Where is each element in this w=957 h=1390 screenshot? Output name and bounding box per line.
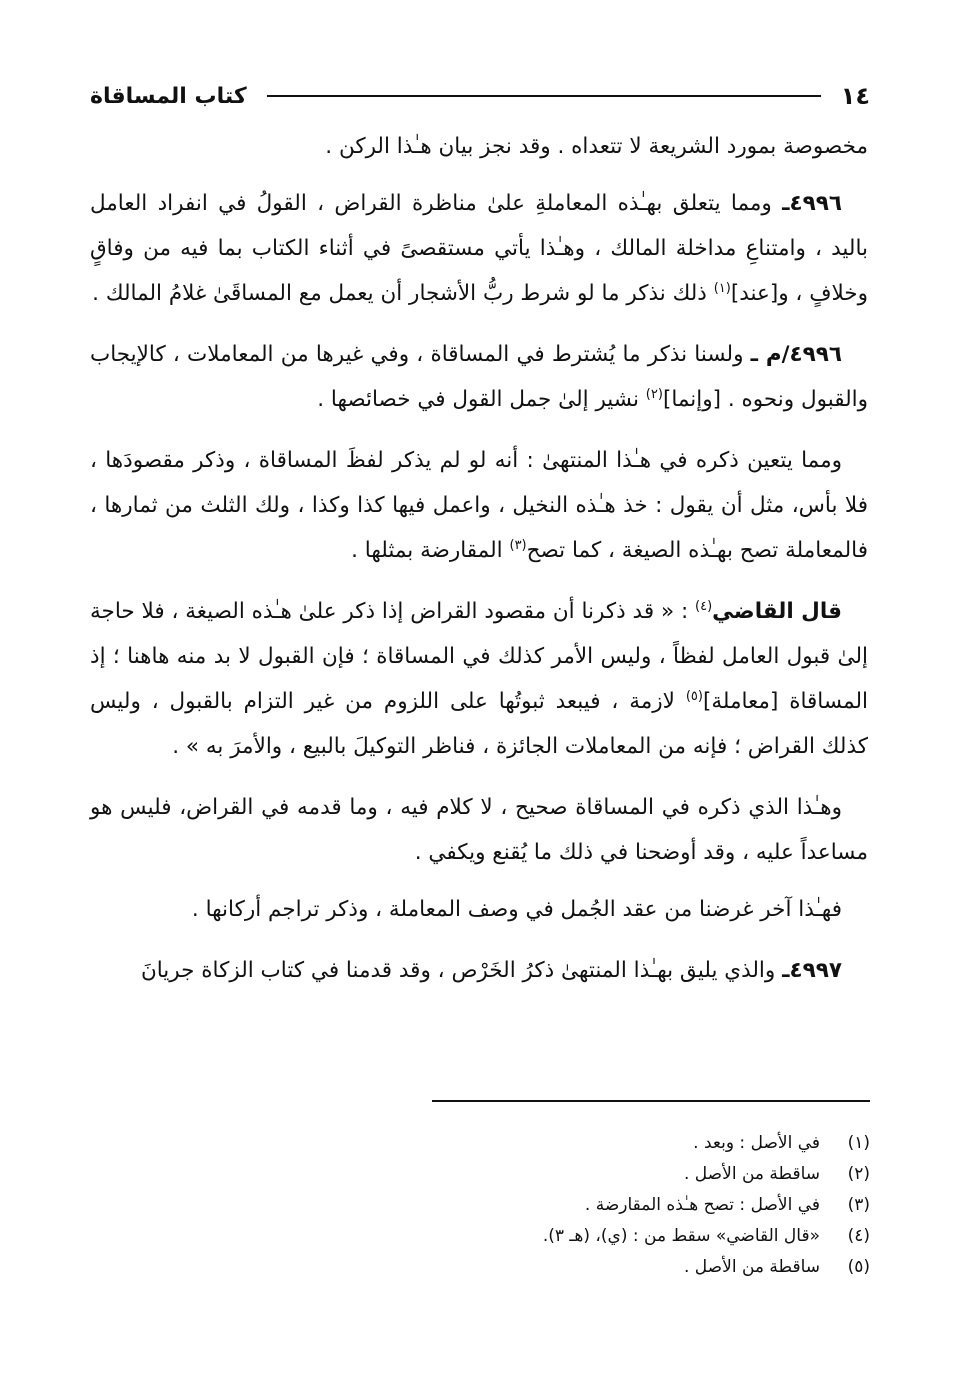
- paragraph-4996: ٤٩٩٦ـ ومما يتعلق بهـٰذه المعاملةِ علىٰ مناظرة القراض ، القولُ في انفراد العامل باليد ، وامتناعِ مداخلة المالك ، وهـٰذا يأتي مستقصىً في أثناء الكتاب بما فيه من وفاقٍ وخلافٍ ، و[عند]$^{(١)}$ ذلك نذكر ما لو شرط ربُّ الأشجار أن يعمل مع المساقَىٰ غلامُ المالك .: [90, 191, 868, 306]
- footnote-item: (٢) ساقطة من الأصل .: [684, 1164, 870, 1184]
- footnote-ref-1: (١): [713, 280, 731, 296]
- section-number: ٤٩٩٦ـ: [782, 191, 842, 216]
- footnotes: [90, 1128, 870, 1283]
- footnote-ref-4: (٤): [695, 598, 713, 614]
- paragraph-4996m: ٤٩٩٦/م ـ ولسنا نذكر ما يُشترط في المساقاة ، وفي غيرها من المعاملات ، كالإيجاب والقبول ونحوه . [وإنما]$^{(٢)}$ نشير إلىٰ جمل القول في خصائصها .: [90, 342, 868, 412]
- section-number: ٤٩٩٧ـ: [782, 958, 842, 983]
- main-text: [90, 124, 868, 1009]
- paragraph-conclusion: فهـٰذا آخر غرضنا من عقد الجُمل في وصف المعاملة ، وذكر تراجم أركانها .: [191, 897, 842, 922]
- footnote-item: (٣) في الأصل : تصح هـٰذه المقارضة .: [584, 1195, 870, 1215]
- footnote-rule: [432, 1100, 870, 1102]
- paragraph-4997: ٤٩٩٧ـ والذي يليق بهـٰذا المنتهىٰ ذكرُ الخَرْص ، وقد قدمنا في كتاب الزكاة جريانَ: [140, 958, 842, 983]
- footnote-ref-3: (٣): [509, 537, 527, 553]
- header-rule: [267, 95, 821, 97]
- footnote-item: (٥) ساقطة من الأصل .: [684, 1257, 870, 1277]
- running-title: كتاب المساقاة: [90, 83, 247, 109]
- speaker-name: قال القاضي: [712, 599, 842, 624]
- page-number: ١٤: [840, 82, 870, 110]
- footnote-ref-5: (٥): [685, 688, 703, 704]
- paragraph-comment: وهـٰذا الذي ذكره في المساقاة صحيح ، لا كلام فيه ، وما قدمه في القراض، فليس هو مساعداً عليه ، وقد أوضحنا في ذلك ما يُقنع ويكفي .: [90, 795, 868, 865]
- footnote-item: (١) في الأصل : وبعد .: [693, 1133, 870, 1153]
- footnote-ref-2: (٢): [645, 386, 663, 402]
- paragraph-qadi: قال القاضي$^{(٤)}$ : « قد ذكرنا أن مقصود القراض إذا ذكر علىٰ هـٰذه الصيغة ، فلا حاجة إلىٰ قبول العامل لفظاً ، وليس الأمر كذلك في المساقاة ؛ فإن القبول لا بد منه هاهنا ؛ إذ المساقاة [معاملة]$^{(٥)}$ لازمة ، فيبعد ثبوتُها على اللزوم من غير التزام بالقبول ، وليس كذلك القراض ؛ فإنه من المعاملات الجائزة ، فناظر التوكيلَ بالبيع ، والأمرَ به » .: [90, 598, 868, 759]
- section-number: ٤٩٩٦/م ـ: [750, 342, 842, 367]
- paragraph-continuation: مخصوصة بمورد الشريعة لا تتعداه . وقد نجز بيان هـٰذا الركن .: [325, 134, 868, 159]
- footnote-item: (٤) «قال القاضي» سقط من : (ي)، (هـ ٣).: [542, 1226, 870, 1246]
- paragraph-formula: ومما يتعين ذكره في هـٰذا المنتهىٰ : أنه لو لم يذكر لفظَ المساقاة ، وذكر مقصودَها ، فلا بأس، مثل أن يقول : خذ هـٰذه النخيل ، واعمل فيها كذا وكذا ، ولك الثلث من ثمارها ، فالمعاملة تصح بهـٰذه الصيغة ، كما تصح$^{(٣)}$ المقارضة بمثلها .: [90, 448, 868, 563]
- page-header: [90, 78, 870, 114]
